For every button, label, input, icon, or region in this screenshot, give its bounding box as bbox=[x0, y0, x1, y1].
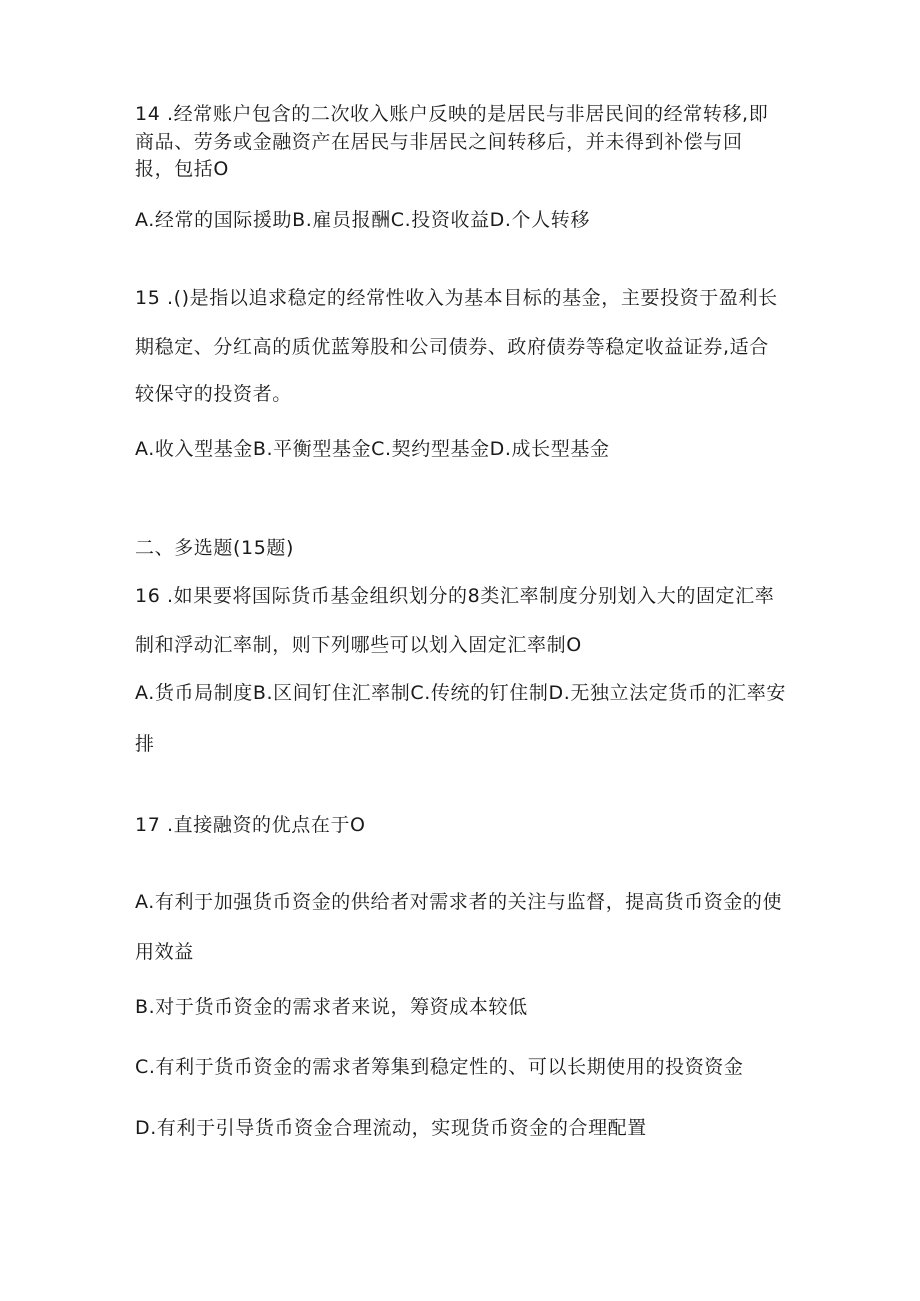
question-17-option-d: D.有利于引导货币资金合理流动，实现货币资金的合理配置 bbox=[135, 1117, 647, 1139]
question-17-option-a-line-1: A.有利于加强货币资金的供给者对需求者的关注与监督，提高货币资金的使 bbox=[135, 891, 783, 913]
question-17-option-a-line-2: 用效益 bbox=[135, 941, 194, 963]
question-15-line-3: 较保守的投资者。 bbox=[135, 383, 292, 405]
question-17-option-c: C.有利于货币资金的需求者筹集到稳定性的、可以长期使用的投资资金 bbox=[135, 1056, 744, 1078]
question-16-line-1: 16 .如果要将国际货币基金组织划分的8类汇率制度分别划入大的固定汇率 bbox=[135, 585, 775, 607]
question-15-line-2: 期稳定、分红高的质优蓝筹股和公司债券、政府债券等稳定收益证券,适合 bbox=[135, 336, 769, 358]
question-15-options: A.收入型基金B.平衡型基金C.契约型基金D.成长型基金 bbox=[135, 438, 610, 460]
question-17-line-1: 17 .直接融资的优点在于O bbox=[135, 814, 366, 836]
question-16-line-2: 制和浮动汇率制，则下列哪些可以划入固定汇率制O bbox=[135, 634, 582, 656]
question-14-line-1: 14 .经常账户包含的二次收入账户反映的是居民与非居民间的经常转移,即 bbox=[135, 103, 769, 125]
question-14-line-3: 报，包括O bbox=[135, 158, 229, 180]
question-14-line-2: 商品、劳务或金融资产在居民与非居民之间转移后，并未得到补偿与回 bbox=[135, 131, 743, 153]
question-17-option-b: B.对于货币资金的需求者来说，筹资成本较低 bbox=[135, 996, 528, 1018]
question-16-options-line-2: 排 bbox=[135, 733, 155, 755]
question-14-options: A.经常的国际援助B.雇员报酬C.投资收益D.个人转移 bbox=[135, 209, 590, 231]
question-15-line-1: 15 .()是指以追求稳定的经常性收入为基本目标的基金，主要投资于盈利长 bbox=[135, 287, 778, 309]
question-16-options-line-1: A.货币局制度B.区间钉住汇率制C.传统的钉住制D.无独立法定货币的汇率安 bbox=[135, 682, 786, 704]
section-heading: 二、多选题(15题) bbox=[135, 537, 295, 559]
